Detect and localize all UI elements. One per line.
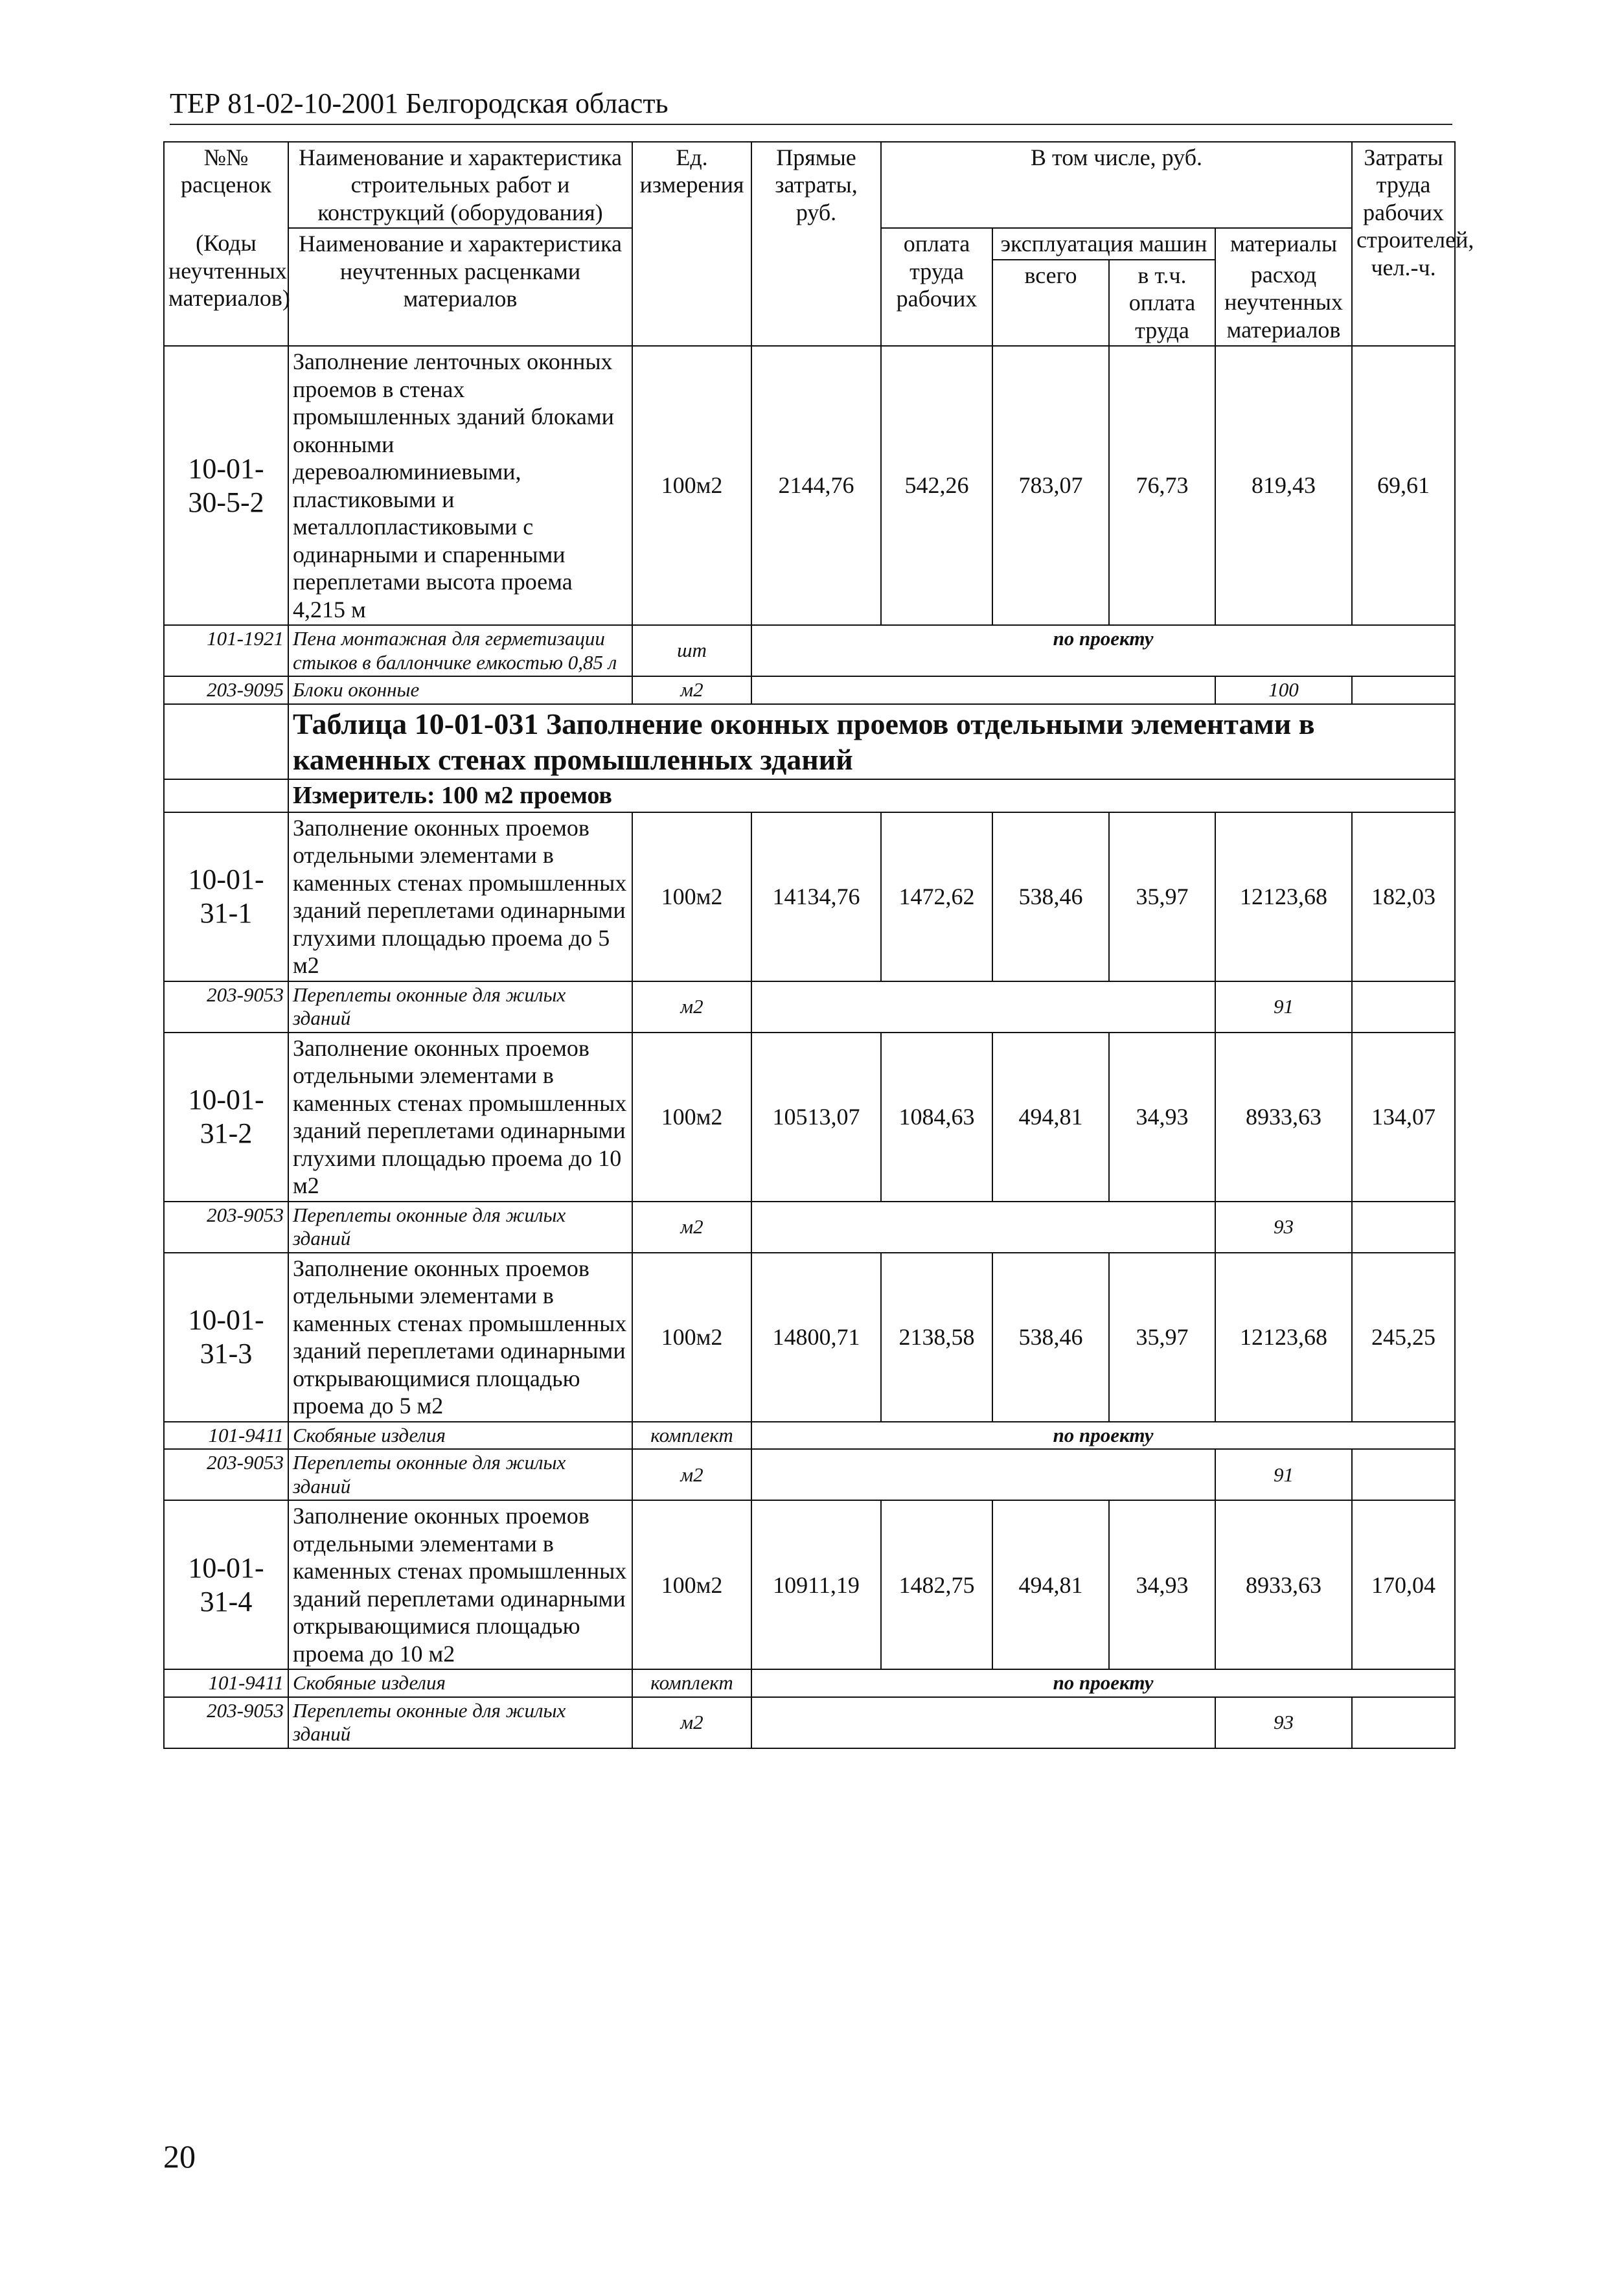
rate-row [164, 1253, 1455, 1422]
rate-code: 10-01-31-2 [164, 1033, 288, 1202]
material-empty [751, 1202, 1215, 1253]
header-machines-pay: в т.ч. оплата труда [1109, 260, 1215, 346]
header-machines: эксплуатация машин [992, 228, 1215, 259]
material-empty [1352, 1449, 1455, 1500]
rate-unit: 100м2 [632, 1253, 751, 1422]
rate-description: Заполнение ленточных оконных проемов в стенах промышленных зданий блоками оконными деревоалюминиевыми, пластиковыми и металлопластиковыми с одинарными и спаренными переплетами высота проема 4,215 м [288, 346, 632, 625]
material-code: 101-9411 [164, 1669, 288, 1697]
material-empty [1352, 1697, 1455, 1748]
material-unit: м2 [632, 1202, 751, 1253]
table-title-empty [164, 704, 288, 779]
rate-machines-total: 538,46 [992, 1253, 1109, 1422]
material-by-project: по проекту [751, 1669, 1455, 1697]
rate-unit: 100м2 [632, 1500, 751, 1669]
rate-machines-total: 783,07 [992, 346, 1109, 625]
rate-code: 10-01-31-4 [164, 1500, 288, 1669]
rate-code: 10-01-30-5-2 [164, 346, 288, 625]
rate-materials: 8933,63 [1215, 1500, 1352, 1669]
material-unit: комплект [632, 1422, 751, 1450]
material-code: 203-9095 [164, 676, 288, 704]
rate-machines-pay: 35,97 [1109, 1253, 1215, 1422]
rate-materials: 819,43 [1215, 346, 1352, 625]
table-title: Таблица 10-01-031 Заполнение оконных проемов отдельными элементами в каменных стенах промышленных зданий [288, 704, 1455, 779]
rate-labor-hours: 170,04 [1352, 1500, 1455, 1669]
rate-machines-total: 494,81 [992, 1033, 1109, 1202]
rate-description: Заполнение оконных проемов отдельными элементами в каменных стенах промышленных зданий переплетами одинарными глухими площадью проема до 5 м2 [288, 812, 632, 981]
table-title-row [164, 704, 1455, 779]
material-row [164, 1697, 1455, 1748]
material-name: Скобяные изделия [288, 1669, 632, 1697]
material-name: Переплеты оконные для жилых зданий [288, 981, 632, 1033]
material-usage: 91 [1215, 1449, 1352, 1500]
header-mat-usage: расход неучтенных материалов [1215, 260, 1352, 346]
rate-unit: 100м2 [632, 1033, 751, 1202]
material-usage: 100 [1215, 676, 1352, 704]
rates-table [163, 141, 1474, 1749]
rate-labor-hours: 182,03 [1352, 812, 1455, 981]
material-empty [1352, 981, 1455, 1033]
measure-row [164, 779, 1455, 812]
rate-materials: 12123,68 [1215, 1253, 1352, 1422]
material-unit: м2 [632, 981, 751, 1033]
material-usage: 91 [1215, 981, 1352, 1033]
material-row [164, 625, 1455, 676]
page-number: 20 [163, 2138, 196, 2175]
rate-row [164, 1033, 1455, 1202]
material-code: 203-9053 [164, 981, 288, 1033]
rate-machines-pay: 34,93 [1109, 1033, 1215, 1202]
material-row [164, 981, 1455, 1033]
rate-code: 10-01-31-1 [164, 812, 288, 981]
header-row-1 [164, 142, 1455, 228]
rate-description: Заполнение оконных проемов отдельными элементами в каменных стенах промышленных зданий переплетами одинарными открывающимися площадью проема до 10 м2 [288, 1500, 632, 1669]
material-name: Пена монтажная для герметизации стыков в баллончике емкостью 0,85 л [288, 625, 632, 676]
material-unit: м2 [632, 676, 751, 704]
measure-empty [164, 779, 288, 812]
rate-machines-total: 538,46 [992, 812, 1109, 981]
rate-row [164, 346, 1455, 625]
measure-text: Измеритель: 100 м2 проемов [288, 779, 1455, 812]
header-mat-code: (Коды неучтенных материалов) [164, 228, 288, 346]
rate-materials: 8933,63 [1215, 1033, 1352, 1202]
material-empty [1352, 1202, 1455, 1253]
header-machines-total: всего [992, 260, 1109, 346]
material-unit: шт [632, 625, 751, 676]
header-unit: Ед. измерения [632, 142, 751, 346]
header-labor-pay: оплата труда рабочих [881, 228, 992, 346]
material-code: 101-1921 [164, 625, 288, 676]
material-code: 203-9053 [164, 1449, 288, 1500]
rate-labor-hours: 134,07 [1352, 1033, 1455, 1202]
material-name: Скобяные изделия [288, 1422, 632, 1450]
rate-materials: 12123,68 [1215, 812, 1352, 981]
material-code: 203-9053 [164, 1202, 288, 1253]
rate-labor-pay: 1084,63 [881, 1033, 992, 1202]
rate-labor-pay: 1472,62 [881, 812, 992, 981]
header-materials: материалы [1215, 228, 1352, 259]
rate-direct-cost: 2144,76 [751, 346, 881, 625]
rate-unit: 100м2 [632, 812, 751, 981]
rate-row [164, 1500, 1455, 1669]
page-header: ТЕР 81-02-10-2001 Белгородская область [170, 87, 1452, 125]
material-row [164, 1422, 1455, 1450]
material-code: 101-9411 [164, 1422, 288, 1450]
material-code: 203-9053 [164, 1697, 288, 1748]
rate-labor-hours: 245,25 [1352, 1253, 1455, 1422]
material-empty [751, 1449, 1215, 1500]
rate-machines-total: 494,81 [992, 1500, 1109, 1669]
material-by-project: по проекту [751, 1422, 1455, 1450]
header-labor: Затраты труда рабочих строителей, чел.-ч. [1352, 142, 1455, 346]
rate-machines-pay: 35,97 [1109, 812, 1215, 981]
material-name: Переплеты оконные для жилых зданий [288, 1202, 632, 1253]
rate-labor-pay: 2138,58 [881, 1253, 992, 1422]
rate-direct-cost: 10911,19 [751, 1500, 881, 1669]
rate-machines-pay: 76,73 [1109, 346, 1215, 625]
material-empty [751, 1697, 1215, 1748]
rate-machines-pay: 34,93 [1109, 1500, 1215, 1669]
rate-description: Заполнение оконных проемов отдельными элементами в каменных стенах промышленных зданий переплетами одинарными глухими площадью проема до 10 м2 [288, 1033, 632, 1202]
material-row [164, 676, 1455, 704]
material-name: Переплеты оконные для жилых зданий [288, 1697, 632, 1748]
rate-labor-pay: 1482,75 [881, 1500, 992, 1669]
material-unit: м2 [632, 1449, 751, 1500]
material-unit: комплект [632, 1669, 751, 1697]
material-unit: м2 [632, 1697, 751, 1748]
header-code: №№ расценок [164, 142, 288, 228]
rate-direct-cost: 14134,76 [751, 812, 881, 981]
material-empty [751, 676, 1215, 704]
header-name: Наименование и характеристика строительных работ и конструкций (оборудования) [288, 142, 632, 228]
rate-row [164, 812, 1455, 981]
material-name: Переплеты оконные для жилых зданий [288, 1449, 632, 1500]
material-usage: 93 [1215, 1697, 1352, 1748]
material-empty [751, 981, 1215, 1033]
material-empty [1352, 676, 1455, 704]
material-row [164, 1449, 1455, 1500]
material-row [164, 1202, 1455, 1253]
rate-code: 10-01-31-3 [164, 1253, 288, 1422]
header-mat-name: Наименование и характеристика неучтенных расценками материалов [288, 228, 632, 346]
rate-unit: 100м2 [632, 346, 751, 625]
header-incl: В том числе, руб. [881, 142, 1352, 228]
rate-labor-hours: 69,61 [1352, 346, 1455, 625]
rate-direct-cost: 14800,71 [751, 1253, 881, 1422]
rate-description: Заполнение оконных проемов отдельными элементами в каменных стенах промышленных зданий переплетами одинарными открывающимися площадью проема до 5 м2 [288, 1253, 632, 1422]
material-row [164, 1669, 1455, 1697]
material-by-project: по проекту [751, 625, 1455, 676]
rate-labor-pay: 542,26 [881, 346, 992, 625]
header-direct: Прямые затраты, руб. [751, 142, 881, 346]
material-name: Блоки оконные [288, 676, 632, 704]
material-usage: 93 [1215, 1202, 1352, 1253]
rate-direct-cost: 10513,07 [751, 1033, 881, 1202]
